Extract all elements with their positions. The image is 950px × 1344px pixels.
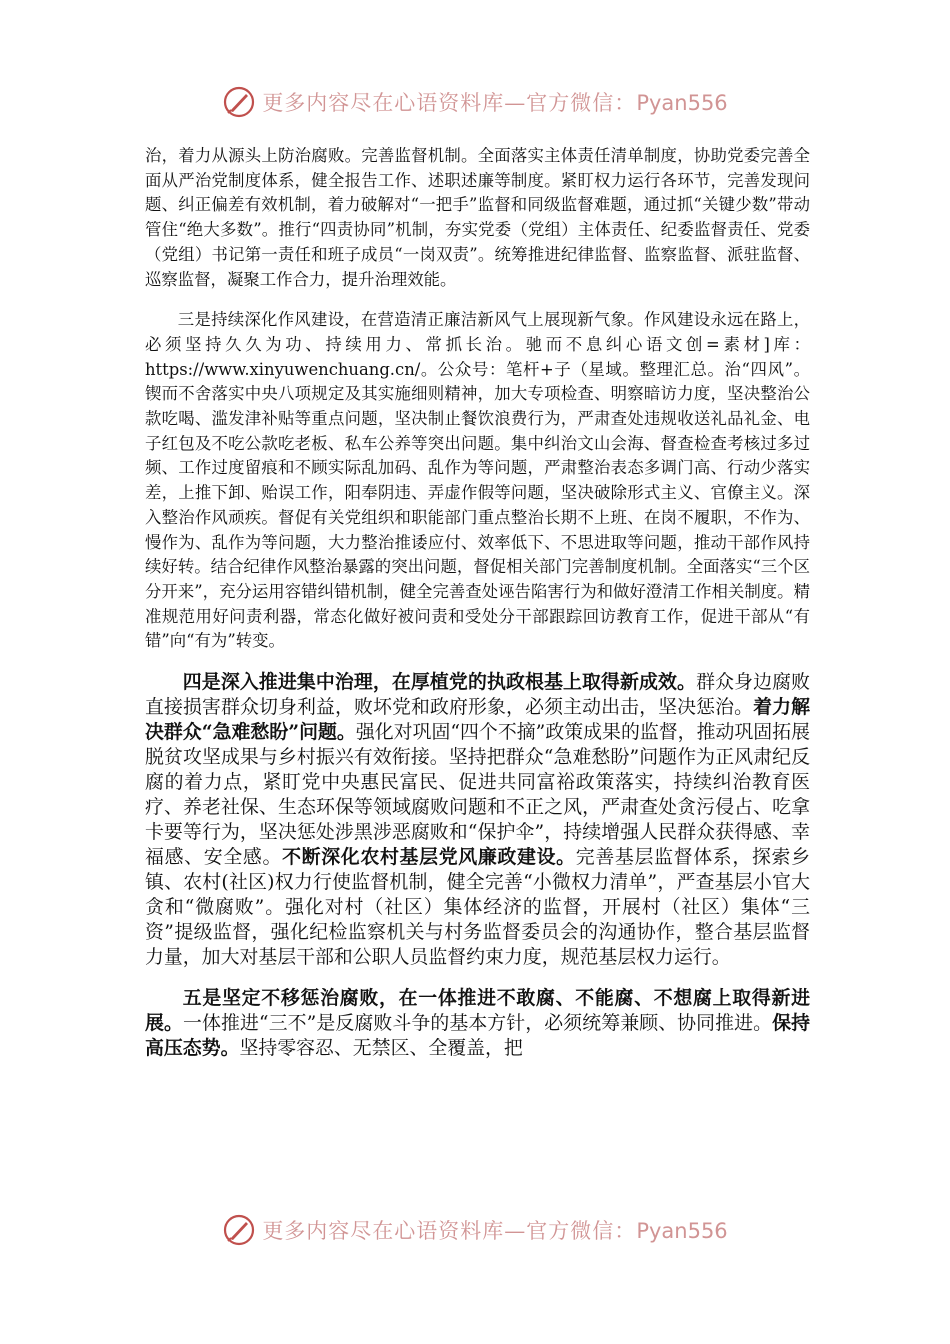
text-five-a: 一体推进“三不”是反腐败斗争的基本方针，必须统筹兼顾、协同推进。 — [182, 1012, 773, 1035]
text-five-b: 坚持零容忍、无禁区、全覆盖，把 — [239, 1037, 523, 1060]
subheading-five-a: 保持高压态势。 — [145, 1012, 811, 1060]
quill-pen-logo-icon — [222, 1213, 256, 1247]
quill-pen-logo-icon — [222, 85, 256, 119]
paragraph-three: 三是持续深化作风建设，在营造清正廉洁新风气上展现新气象。作风建设永远在路上，必须坚持久久为功、持续用力、常抓长治。驰而不息纠心语文创=素材]库：https://www.xinyuwenchuang.cn/。公众号：笔杆+子（星域。整理汇总。治“四风”。锲而不舍落实中央八项规定及其实施细则精神，加大专项检查、明察暗访力度，坚决整治公款吃喝、滥发津补贴等重点问题，坚决制止餐饮浪费行为，严肃查处违规收送礼品礼金、电子红包及不吃公款吃老板、私车公养等突出问题。集中纠治文山会海、督查检查考核过多过频、工作过度留痕和不顾实际乱加码、乱作为等问题，严肃整治表态多调门高、行动少落实差，上推下卸、贻误工作，阳奉阴违、弄虚作假等问题，坚决破除形式主义、官僚主义。深入整治作风顽疾。督促有关党组织和职能部门重点整治长期不上班、在岗不履职，不作为、慢作为、乱作为等问题，大力整治推诿应付、效率低下、不思进取等问题，推动干部作风持续好转。结合纪律作风整治暴露的突出问题，督促相关部门完善制度机制。全面落实“三个区分开来”，充分运用容错纠错机制，健全完善查处诬告陷害行为和做好澄清工作相关制度。精准规范用好问责利器，常态化做好被问责和受处分干部跟踪回访教育工作，促进干部从“有错”向“有为”转变。 — [145, 310, 810, 651]
banner-label: 更多内容尽在心语资料库—官方微信： — [262, 1219, 637, 1243]
subheading-four-b: 不断深化农村基层党风廉政建设。 — [282, 846, 576, 869]
header-banner — [0, 80, 950, 124]
banner-wechat: Pyan556 — [636, 91, 728, 115]
paragraph-five — [145, 986, 810, 1061]
subheading-four-a: 着力解决群众“急难愁盼”问题。 — [145, 696, 811, 744]
heading-four: 四是深入推进集中治理，在厚植党的执政根基上取得新成效。 — [182, 671, 697, 694]
banner-wechat: Pyan556 — [636, 1219, 728, 1243]
banner-label: 更多内容尽在心语资料库—官方微信： — [262, 91, 637, 115]
heading-five: 五是坚定不移惩治腐败，在一体推进不敢腐、不能腐、不想腐上取得新进展。 — [145, 987, 810, 1035]
paragraph-four — [145, 670, 810, 970]
footer-banner — [0, 1208, 950, 1252]
banner-text — [262, 87, 727, 117]
text-four-a: 群众身边腐败直接损害群众切身利益，败坏党和政府形象，必须主动出击，坚决惩治。 — [145, 671, 811, 719]
text-four-b: 强化对巩固“四个不摘”政策成果的监督，推动巩固拓展脱贫攻坚成果与乡村振兴有效衔接。坚持把群众“急难愁盼”问题作为正风肃纪反腐的着力点，紧盯党中央惠民富民、促进共同富裕政策落实，持续纠治教育医疗、养老社保、生态环保等领域腐败问题和不正之风，严肃查处贪污侵占、吃拿卡要等行为，坚决惩处涉黑涉恶腐败和“保护伞”，持续增强人民群众获得感、幸福感、安全感。 — [145, 721, 810, 869]
document-body — [145, 144, 810, 1061]
paragraph-continued: 治，着力从源头上防治腐败。完善监督机制。全面落实主体责任清单制度，协助党委完善全面从严治党制度体系，健全报告工作、述职述廉等制度。紧盯权力运行各环节，完善发现问题、纠正偏差有效机制，着力破解对“一把手”监督和同级监督难题，通过抓“关键少数”带动管住“绝大多数”。推行“四责协同”机制，夯实党委（党组）主体责任、纪委监督责任、党委（党组）书记第一责任和班子成员“一岗双责”。统筹推进纪律监督、监察监督、派驻监督、巡察监督，凝聚工作合力，提升治理效能。 — [145, 146, 810, 289]
banner-text — [262, 1215, 727, 1245]
text-four-c: 完善基层监督体系，探索乡镇、农村(社区)权力行使监督机制，健全完善“小微权力清单”，严查基层小官大贪和“微腐败”。强化对村（社区）集体经济的监督，开展村（社区）集体“三资”提级监督，强化纪检监察机关与村务监督委员会的沟通协作，整合基层监督力量，加大对基层干部和公职人员监督约束力度，规范基层权力运行。 — [145, 846, 811, 969]
